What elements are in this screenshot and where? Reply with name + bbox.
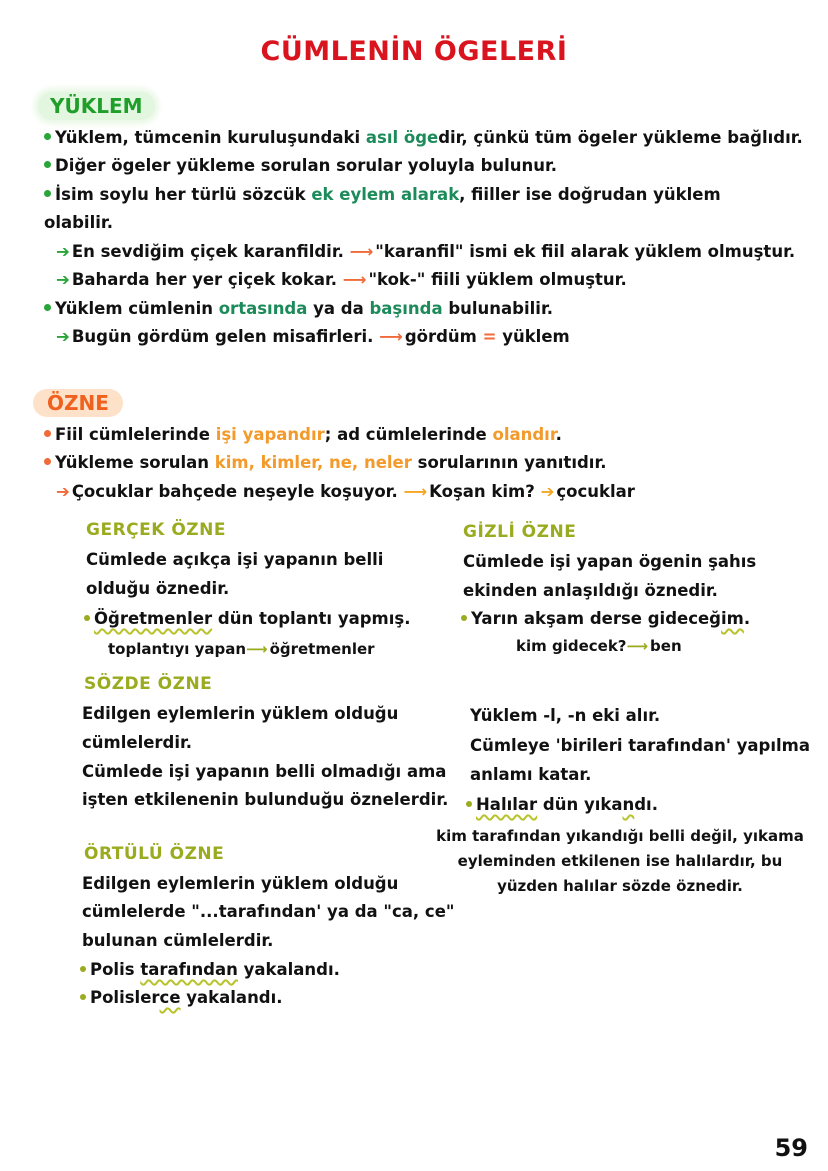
subsection-title-gercek-ozne: GERÇEK ÖZNE — [86, 520, 226, 540]
arrow-right-icon: ⟶ — [246, 640, 268, 658]
section-label-yuklem: YÜKLEM — [38, 92, 155, 120]
gizli-ozne-def-line-2: ekinden anlaşıldığı öznedir. — [463, 581, 718, 600]
ortulu-ozne-def-line-1: Edilgen eylemlerin yüklem olduğu — [82, 874, 399, 893]
bullet-icon — [80, 966, 86, 972]
ortulu-ozne-def-line-2: cümlelerde "...tarafından' ya da "ca, ce" — [82, 902, 455, 921]
equals-sign: = — [482, 327, 497, 346]
underlined-suffix: im — [721, 609, 744, 628]
yuklem-point-3: İsim soylu her türlü sözcük ek eylem alarak, fiiller ise doğrudan yüklem — [44, 183, 721, 207]
bullet-icon — [84, 615, 90, 621]
page-title: CÜMLENİN ÖGELERİ — [260, 36, 568, 67]
highlight-text: olandır — [492, 425, 556, 444]
page-number: 59 — [774, 1134, 808, 1162]
yuklem-point-3-cont: olabilir. — [44, 213, 113, 232]
gizli-ozne-analysis: kim gidecek?⟶ ben — [516, 637, 682, 655]
arrow-right-icon: ⟶ — [379, 327, 403, 346]
sozde-ozne-note-3: yüzden halılar sözde öznedir. — [497, 877, 743, 895]
ozne-point-2: Yükleme sorulan kim, kimler, ne, neler sorularının yanıtıdır. — [44, 451, 607, 475]
bullet-icon — [44, 430, 51, 437]
highlight-text: ek eylem alarak — [311, 185, 460, 204]
bullet-icon — [44, 190, 51, 197]
sozde-ozne-rule-2-cont: anlamı katar. — [470, 765, 592, 784]
bullet-icon — [466, 801, 472, 807]
sozde-ozne-note-2: eyleminden etkilenen ise halılardır, bu — [457, 852, 783, 870]
underlined-word: tarafından — [140, 960, 238, 979]
sozde-ozne-def-line-2: cümlelerdir. — [82, 733, 193, 752]
highlight-text: asıl öge — [365, 128, 439, 147]
yuklem-point-2: Diğer ögeler yükleme sorulan sorular yoluyla bulunur. — [44, 154, 557, 178]
sozde-ozne-def-line-3: Cümlede işi yapanın belli olmadığı ama — [82, 762, 447, 781]
gercek-ozne-def-line-1: Cümlede açıkça işi yapanın belli — [86, 550, 384, 569]
bullet-icon — [44, 161, 51, 168]
sozde-ozne-rule-2: Cümleye 'birileri tarafından' yapılma — [470, 736, 810, 755]
underlined-subject: Öğretmenler — [94, 609, 213, 628]
ortulu-ozne-example-1: Polis tarafından yakalandı. — [80, 956, 340, 984]
arrow-right-icon: ➔ — [540, 482, 555, 501]
arrow-right-icon: ➔ — [56, 327, 70, 346]
yuklem-example-1: ➔ En sevdiğim çiçek karanfildir. ⟶ "karanfil" ismi ek fiil alarak yüklem olmuştur. — [56, 242, 796, 261]
bullet-icon — [461, 615, 467, 621]
bullet-icon — [44, 133, 51, 140]
gercek-ozne-analysis: toplantıyı yapan⟶ öğretmenler — [108, 640, 375, 658]
highlight-text: işi yapandır — [215, 425, 325, 444]
bullet-icon — [80, 994, 86, 1000]
underlined-suffix: n — [622, 795, 635, 814]
ortulu-ozne-def-line-3: bulunan cümlelerdir. — [82, 931, 274, 950]
sozde-ozne-def-line-1: Edilgen eylemlerin yüklem olduğu — [82, 704, 399, 723]
yuklem-example-3: ➔ Bugün gördüm gelen misafirleri. ⟶ gördüm = yüklem — [56, 327, 570, 346]
arrow-right-icon: ⟶ — [626, 637, 649, 655]
gercek-ozne-def-line-2: olduğu öznedir. — [86, 579, 230, 598]
section-label-ozne: ÖZNE — [33, 389, 123, 417]
subsection-title-sozde-ozne: SÖZDE ÖZNE — [84, 674, 213, 694]
arrow-right-icon: ➔ — [56, 242, 70, 261]
bullet-icon — [44, 304, 51, 311]
highlight-text: ortasında — [218, 299, 308, 318]
ozne-example: ➔ Çocuklar bahçede neşeyle koşuyor. ⟶ Koşan kim? ➔ çocuklar — [56, 482, 635, 501]
arrow-right-icon: ⟶ — [403, 482, 428, 501]
bullet-icon — [44, 458, 51, 465]
sozde-ozne-note-1: kim tarafından yıkandığı belli değil, yıkama — [436, 827, 804, 845]
underlined-subject: Halılar — [476, 795, 538, 814]
underlined-suffix: ce — [159, 988, 181, 1007]
yuklem-point-4: Yüklem cümlenin ortasında ya da başında bulunabilir. — [44, 297, 553, 321]
arrow-right-icon: ⟶ — [349, 242, 374, 261]
yuklem-example-2: ➔ Baharda her yer çiçek kokar. ⟶ "kok-" fiili yüklem olmuştur. — [56, 270, 627, 289]
arrow-right-icon: ➔ — [56, 482, 70, 501]
arrow-right-icon: ➔ — [56, 270, 70, 289]
ortulu-ozne-example-2: Polislerce yakalandı. — [80, 984, 283, 1012]
sozde-ozne-def-line-4: işten etkilenenin bulunduğu öznelerdir. — [82, 790, 449, 809]
highlight-text: kim, kimler, ne, neler — [214, 453, 412, 472]
arrow-right-icon: ⟶ — [342, 270, 367, 289]
sozde-ozne-rule-1: Yüklem -l, -n eki alır. — [470, 706, 661, 725]
subsection-title-gizli-ozne: GİZLİ ÖZNE — [463, 522, 577, 542]
yuklem-point-1: Yüklem, tümcenin kuruluşundaki asıl ögedir, çünkü tüm ögeler yükleme bağlıdır. — [44, 126, 803, 150]
ozne-point-1: Fiil cümlelerinde işi yapandır; ad cümlelerinde olandır. — [44, 423, 562, 447]
sozde-ozne-example: Halılar dün yıkandı. — [466, 791, 658, 819]
gizli-ozne-example: Yarın akşam derse gideceğim. — [461, 605, 750, 633]
gizli-ozne-def-line-1: Cümlede işi yapan ögenin şahıs — [463, 552, 757, 571]
highlight-text: başında — [369, 299, 443, 318]
gercek-ozne-example: Öğretmenler dün toplantı yapmış. — [84, 605, 410, 633]
subsection-title-ortulu-ozne: ÖRTÜLÜ ÖZNE — [84, 844, 225, 864]
